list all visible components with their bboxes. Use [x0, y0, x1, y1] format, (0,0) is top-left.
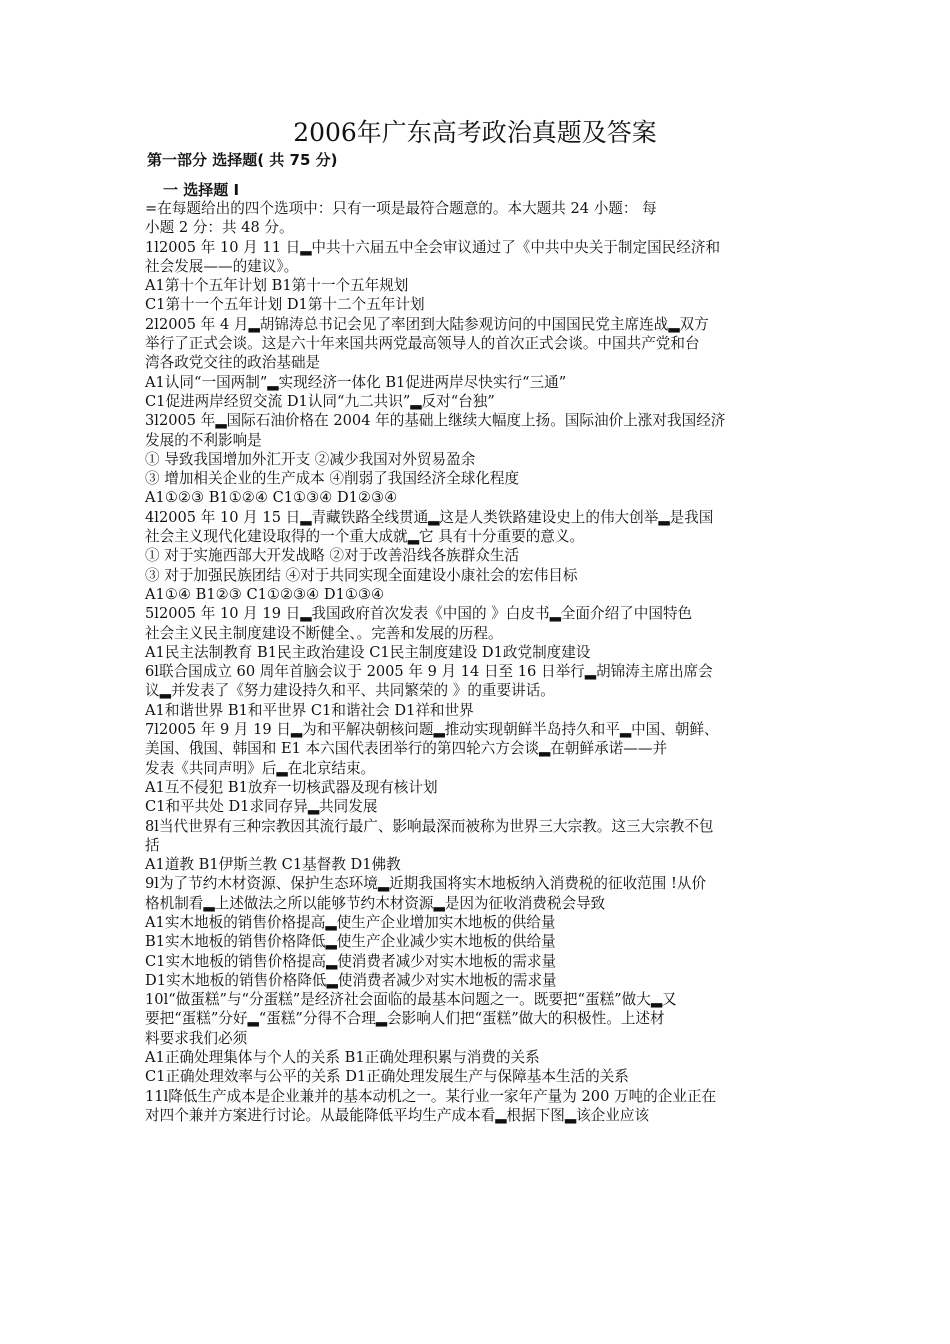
text-line: 4l2005 年 10 月 15 日▂青藏铁路全线贯通▂这是人类铁路建设史上的伟大创举▂是我国: [145, 508, 714, 526]
text-line: A1①②③ B1①②④ C1①③④ D1②③④: [145, 489, 398, 507]
text-line: 要把“蛋糕”分好▂“蛋糕”分得不合理▂会影响人们把“蛋糕”做大的积极性。上述材: [145, 1010, 665, 1028]
text-line: 8l当代世界有三种宗教因其流行最广、影响最深而被称为世界三大宗教。这三大宗教不包: [145, 817, 714, 835]
text-line: 10l“做蛋糕”与“分蛋糕”是经济社会面临的最基本问题之一。既要把“蛋糕”做大▂又: [145, 991, 677, 1009]
text-line: 美国、俄国、韩国和 E1 本六国代表团举行的第四轮六方会谈▂在朝鲜承诺——并: [145, 740, 668, 758]
text-line: A1①④ B1②③ C1①②③④ D1①③④: [145, 585, 385, 603]
text-line: C1促进两岸经贸交流 D1认同“九二共识”▂反对“台独”: [145, 392, 495, 410]
text-line: 发表《共同声明》后▂在北京结束。: [145, 759, 376, 777]
text-line: C1和平共处 D1求同存异▂共同发展: [145, 798, 378, 816]
text-line: ③ 增加相关企业的生产成本 ④削弱了我国经济全球化程度: [145, 470, 520, 488]
text-line: 格机制看▂上述做法之所以能够节约木材资源▂是因为征收消费税会导致: [145, 894, 606, 912]
text-line: ① 对于实施西部大开发战略 ②对于改善沿线各族群众生活: [145, 547, 520, 565]
text-line: 11l降低生产成本是企业兼并的基本动机之一。某行业一家年产量为 200 万吨的企业正在: [145, 1087, 717, 1105]
text-line: A1认同“一国两制”▂实现经济一体化 B1促进两岸尽快实行“三通”: [145, 373, 567, 391]
text-line: A1第十个五年计划 B1第十一个五年规划: [145, 277, 409, 295]
text-line: C1正确处理效率与公平的关系 D1正确处理发展生产与保障基本生活的关系: [145, 1068, 629, 1086]
text-line: 小题 2 分：共 48 分。: [145, 219, 294, 237]
text-line: 9l为了节约木材资源、保护生态环境▂近期我国将实木地板纳入消费税的征收范围 !从价: [145, 875, 707, 893]
text-line: C1第十一个五年计划 D1第十二个五年计划: [145, 296, 425, 314]
document-title: 2006年广东高考政治真题及答案: [293, 118, 657, 147]
text-line: 举行了正式会谈。这是六十年来国共两党最高领导人的首次正式会谈。中国共产党和台: [145, 335, 700, 353]
text-line: A1民主法制教育 B1民主政治建设 C1民主制度建设 D1政党制度建设: [145, 643, 591, 661]
text-line: 括: [145, 836, 160, 854]
text-line: 社会主义现代化建设取得的一个重大成就▂它 具有十分重要的意义。: [145, 528, 585, 546]
text-line: A1实木地板的销售价格提高▂使生产企业增加实木地板的供给量: [145, 913, 556, 931]
text-line: B1实木地板的销售价格降低▂使生产企业减少实木地板的供给量: [145, 933, 556, 951]
document-body: [145, 199, 825, 1125]
text-line: 社会发展——的建议》。: [145, 257, 299, 275]
text-line: D1实木地板的销售价格降低▂使消费者减少对实木地板的需求量: [145, 971, 557, 989]
text-line: 6l联合国成立 60 周年首脑会议于 2005 年 9 月 14 日至 16 日举行▂胡锦涛主席出席会: [145, 663, 713, 681]
text-line: 5l2005 年 10 月 19 日▂我国政府首次发表《中国的 》白皮书▂全面介绍了中国特色: [145, 605, 693, 623]
text-line: 对四个兼并方案进行讨论。从最能降低平均生产成本看▂根据下图▂该企业应该: [145, 1106, 650, 1124]
text-line: 发展的不利影响是: [145, 431, 262, 449]
text-line: A1互不侵犯 B1放弃一切核武器及现有核计划: [145, 778, 438, 796]
section-heading: 一 选择题 I: [163, 181, 240, 199]
text-line: A1和谐世界 B1和平世界 C1和谐社会 D1祥和世界: [145, 701, 474, 719]
text-line: 料要求我们必须: [145, 1029, 248, 1047]
text-line: 7l2005 年 9 月 19 日▂为和平解决朝核问题▂推动实现朝鲜半岛持久和平▂中国、朝鲜、: [145, 721, 719, 739]
text-line: 湾各政党交往的政治基础是: [145, 354, 321, 372]
text-line: C1实木地板的销售价格提高▂使消费者减少对实木地板的需求量: [145, 952, 557, 970]
text-line: 议▂并发表了《努力建设持久和平、共同繁荣的 》的重要讲话。: [145, 682, 555, 700]
text-line: 1l2005 年 10 月 11 日▂中共十六届五中全会审议通过了《中共中央关于制定国民经济和: [145, 238, 721, 256]
text-line: A1正确处理集体与个人的关系 B1正确处理积累与消费的关系: [145, 1049, 540, 1067]
text-line: 2l2005 年 4 月▂胡锦涛总书记会见了率团到大陆参观访问的中国国民党主席连战▂双方: [145, 315, 709, 333]
text-line: 社会主义民主制度建设不断健全、。完善和发展的历程。: [145, 624, 503, 642]
text-line: 3l2005 年▂国际石油价格在 2004 年的基础上继续大幅度上扬。国际油价上涨对我国经济: [145, 412, 726, 430]
text-line: ③ 对于加强民族团结 ④对于共同实现全面建设小康社会的宏伟目标: [145, 566, 578, 584]
part-heading: 第一部分 选择题( 共 75 分): [147, 151, 338, 169]
text-line: A1道教 B1伊斯兰教 C1基督教 D1佛教: [145, 856, 401, 874]
text-line: =在每题给出的四个选项中：只有一项是最符合题意的。本大题共 24 小题： 每: [145, 200, 657, 217]
text-line: ① 导致我国增加外汇开支 ②减少我国对外贸易盈余: [145, 450, 476, 468]
